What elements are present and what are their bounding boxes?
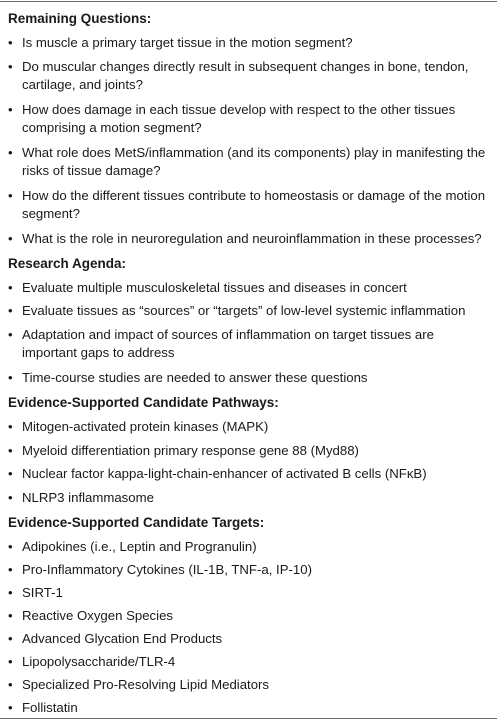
bullet-icon: • bbox=[8, 539, 13, 554]
list-item: • Nuclear factor kappa-light-chain-enhancer of activated B cells (NFκB) bbox=[8, 466, 427, 481]
list-item: • Do muscular changes directly result in subsequent changes in bone, tendon, cartilage, and joints? bbox=[8, 59, 469, 92]
list-item: • Time-course studies are needed to answer these questions bbox=[8, 370, 368, 385]
list-item: • How do the different tissues contribute to homeostasis or damage of the motion segment? bbox=[8, 188, 486, 221]
list-item: • Is muscle a primary target tissue in the motion segment? bbox=[8, 35, 353, 50]
bullet-icon: • bbox=[8, 231, 13, 246]
bullet-icon: • bbox=[8, 59, 13, 74]
heading-research-agenda: Research Agenda: bbox=[8, 256, 127, 271]
heading-candidate-pathways: Evidence-Supported Candidate Pathways: bbox=[8, 395, 279, 410]
list-item: • Evaluate tissues as “sources” or “targets” of low-level systemic inflammation bbox=[8, 303, 466, 318]
bullet-icon: • bbox=[8, 145, 13, 160]
list-item: • Evaluate multiple musculoskeletal tissues and diseases in concert bbox=[8, 280, 407, 295]
bullet-icon: • bbox=[8, 562, 13, 577]
list-item: • Reactive Oxygen Species bbox=[8, 608, 173, 623]
bullet-icon: • bbox=[8, 608, 13, 623]
heading-candidate-targets: Evidence-Supported Candidate Targets: bbox=[8, 515, 265, 530]
bullet-icon: • bbox=[8, 585, 13, 600]
list-item: • Pro-Inflammatory Cytokines (IL-1B, TNF-a, IP-10) bbox=[8, 562, 312, 577]
list-item: • Lipopolysaccharide/TLR-4 bbox=[8, 654, 176, 669]
bullet-icon: • bbox=[8, 443, 13, 458]
bullet-icon: • bbox=[8, 700, 13, 715]
table-bottom-rule bbox=[0, 718, 497, 719]
list-item: • Myeloid differentiation primary response gene 88 (Myd88) bbox=[8, 443, 359, 458]
list-item: • What role does MetS/inflammation (and its components) play in manifesting the risks of tissue damage? bbox=[8, 145, 486, 178]
bullet-icon: • bbox=[8, 303, 13, 318]
list-item: • What is the role in neuroregulation and neuroinflammation in these processes? bbox=[8, 231, 482, 246]
heading-remaining-questions: Remaining Questions: bbox=[8, 11, 152, 26]
bullet-icon: • bbox=[8, 327, 13, 342]
bullet-icon: • bbox=[8, 490, 13, 505]
bullet-icon: • bbox=[8, 654, 13, 669]
bullet-icon: • bbox=[8, 631, 13, 646]
bullet-icon: • bbox=[8, 280, 13, 295]
table-top-rule bbox=[0, 1, 497, 2]
bullet-icon: • bbox=[8, 35, 13, 50]
list-item: • Follistatin bbox=[8, 700, 78, 715]
list-item: • NLRP3 inflammasome bbox=[8, 490, 154, 505]
list-item: • Advanced Glycation End Products bbox=[8, 631, 223, 646]
bullet-icon: • bbox=[8, 466, 13, 481]
bullet-icon: • bbox=[8, 370, 13, 385]
bullet-icon: • bbox=[8, 102, 13, 117]
list-item: • Mitogen-activated protein kinases (MAPK) bbox=[8, 419, 269, 434]
list-item: • How does damage in each tissue develop with respect to the other tissues comprising a motion segment? bbox=[8, 102, 456, 135]
list-item: • Adipokines (i.e., Leptin and Progranulin) bbox=[8, 539, 257, 554]
bullet-icon: • bbox=[8, 419, 13, 434]
bullet-icon: • bbox=[8, 677, 13, 692]
list-item: • SIRT-1 bbox=[8, 585, 63, 600]
bullet-icon: • bbox=[8, 188, 13, 203]
list-item: • Adaptation and impact of sources of inflammation on target tissues are important gaps to address bbox=[8, 327, 434, 360]
list-item: • Specialized Pro-Resolving Lipid Mediators bbox=[8, 677, 270, 692]
